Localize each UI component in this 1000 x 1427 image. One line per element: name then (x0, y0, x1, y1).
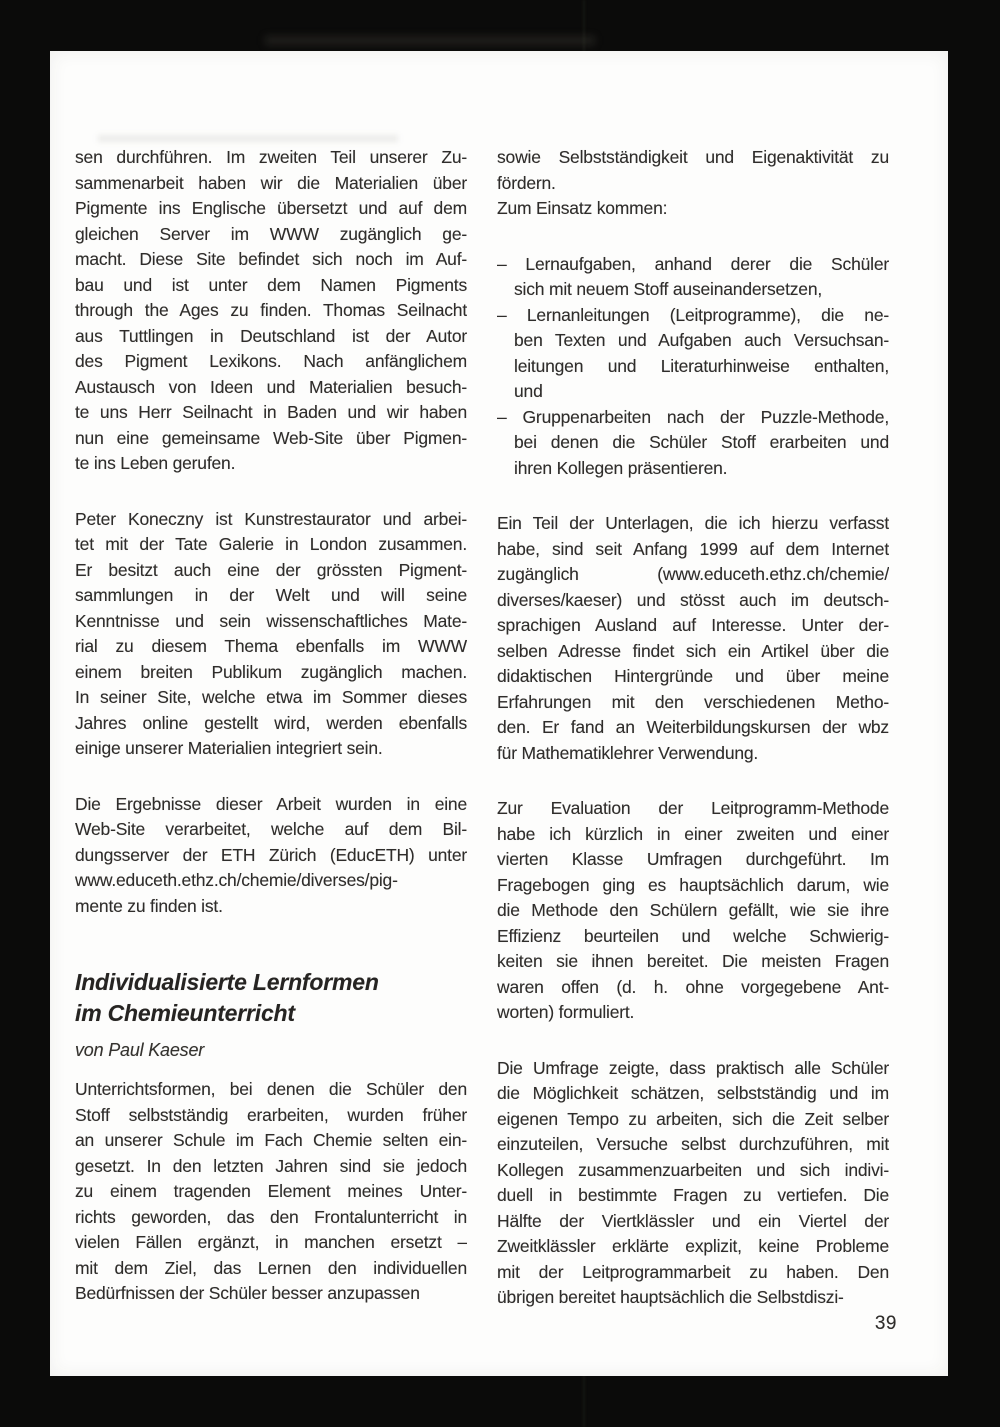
scan-artifact (265, 36, 595, 45)
text-line: des Pigment Lexikons. Nach anfänglichem (75, 351, 467, 371)
document-page (50, 51, 948, 1376)
article-byline (75, 1037, 467, 1063)
text-line: habe, sind seit Anfang 1999 auf dem Internet (497, 538, 889, 559)
text-line: Zur Evaluation der Leitprogramm-Methode (497, 798, 889, 818)
bullet-item (497, 252, 889, 303)
text-line: eigenen Tempo zu arbeiten, sich die Zeit selber (497, 1108, 889, 1129)
text-line: sammlungen in der Welt und will seine (75, 585, 467, 605)
article-heading (75, 967, 467, 1029)
text-line: bau und ist unter dem Namen Pigments (75, 274, 467, 295)
paragraph (75, 145, 467, 477)
text-line: übrigen bereitet hauptsächlich die Selbstdiszi- (497, 1287, 844, 1307)
text-line: fördern. (497, 172, 556, 193)
text-line: ben Texten und Aufgaben auch Versuchsan- (514, 330, 889, 350)
paragraph (75, 1077, 467, 1307)
text-line: worten) formuliert. (497, 1002, 635, 1022)
text-line: through the Ages zu finden. Thomas Seilnacht (75, 300, 467, 320)
text-line: gesetzt. In den letzten Jahren sind sie jedoch (75, 1155, 467, 1176)
text-line: didaktischen Hintergründe und über meine (497, 666, 889, 686)
text-line: In seiner Site, welche etwa im Sommer dieses (75, 687, 467, 707)
text-line: Kollegen zusammenzuarbeiten und sich indivi- (497, 1159, 889, 1180)
text-line: sich mit neuem Stoff auseinandersetzen, (514, 279, 823, 299)
bullet-item (497, 303, 889, 405)
text-line: ihren Kollegen präsentieren. (514, 457, 728, 478)
text-line: – Gruppenarbeiten nach der Puzzle-Methode, (497, 406, 889, 427)
text-line: waren offen (d. h. ohne vorgegebene Ant- (497, 976, 889, 997)
text-line: sen durchführen. Im zweiten Teil unserer Zu- (75, 147, 467, 167)
text-line: Effizienz beurteilen und welche Schwierig- (497, 925, 889, 946)
text-line: Unterrichtsformen, bei denen die Schüler den (75, 1079, 467, 1099)
text-line: keiten sie ihnen bereitet. Die meisten Fragen (497, 951, 889, 971)
text-line: einige unserer Materialien integriert sein. (75, 738, 383, 758)
text-line: www.educeth.ethz.ch/chemie/diverses/pig- (75, 870, 398, 890)
text-line: nun eine gemeinsame Web-Site über Pigmen- (75, 427, 467, 448)
paragraph (497, 1056, 889, 1311)
text-line: – Lernanleitungen (Leitprogramme), die ne- (497, 304, 889, 325)
text-line: te ins Leben gerufen. (75, 453, 236, 473)
text-line: Er besitzt auch eine der grössten Pigment- (75, 559, 467, 580)
text-line: einem breiten Publikum zugänglich machen. (75, 661, 467, 682)
paragraph (75, 792, 467, 920)
text-line: Pigmente ins Englische übersetzt und auf dem (75, 198, 467, 218)
text-line: Fragebogen ging es hauptsächlich darum, wie (497, 874, 889, 895)
paragraph (497, 145, 889, 222)
text-line: vielen Fällen ergänzt, in manchen ersetzt – (75, 1232, 467, 1252)
text-line: Zum Einsatz kommen: (497, 198, 668, 218)
text-line: leitungen und Literaturhinweise enthalten, (514, 355, 889, 376)
text-line: zugänglich (www.educeth.ethz.ch/chemie/ (497, 564, 889, 584)
bullet-item (497, 405, 889, 482)
right-column (497, 145, 889, 1341)
text-line: diverses/kaeser) und stösst auch im deutsch- (497, 589, 889, 610)
text-line: an unserer Schule im Fach Chemie selten ein- (75, 1130, 467, 1150)
text-line: von Paul Kaeser (75, 1040, 205, 1060)
left-column (75, 145, 467, 1341)
text-line: Bedürfnissen der Schüler besser anzupassen (75, 1283, 420, 1303)
text-line: bei denen die Schüler Stoff erarbeiten und (514, 432, 889, 452)
text-line: und (514, 381, 543, 401)
text-line: sprachigen Ausland auf Interesse. Unter der- (497, 615, 889, 635)
text-line: sammenarbeit haben wir die Materialien über (75, 172, 467, 193)
text-line: Austausch von Ideen und Materialien besuch- (75, 376, 467, 397)
paragraph (497, 796, 889, 1026)
text-line: Web-Site verarbeitet, welche auf dem Bil- (75, 819, 467, 839)
text-line: Individualisierte Lernformen (75, 969, 379, 995)
text-line: Die Umfrage zeigte, dass praktisch alle Schüler (497, 1057, 889, 1078)
text-line: macht. Diese Site befindet sich noch im Auf- (75, 249, 467, 269)
text-line: Stoff selbstständig erarbeiten, wurden früher (75, 1104, 467, 1125)
text-line: mit dem Ziel, das Lernen den individuellen (75, 1257, 467, 1278)
paragraph (497, 511, 889, 766)
text-line: tet mit der Tate Galerie in London zusammen. (75, 534, 467, 554)
text-line: Ein Teil der Unterlagen, die ich hierzu verfasst (497, 513, 889, 533)
text-line: die Methode den Schülern gefällt, wie sie ihre (497, 900, 889, 920)
text-line: mit der Leitprogrammarbeit zu haben. Den (497, 1261, 889, 1282)
text-line: habe ich kürzlich in einer zweiten und einer (497, 823, 889, 844)
text-line: sowie Selbstständigkeit und Eigenaktivität zu (497, 147, 889, 167)
text-line: zu einem tragenden Element meines Unter- (75, 1181, 467, 1201)
text-line: Jahres online gestellt wird, werden ebenfalls (75, 712, 467, 733)
text-line: Hälfte der Viertklässler und ein Viertel der (497, 1210, 889, 1231)
text-line: – Lernaufgaben, anhand derer die Schüler (497, 253, 889, 274)
text-line: selben Adresse findet sich ein Artikel über die (497, 640, 889, 661)
text-line: für Mathematiklehrer Verwendung. (497, 742, 759, 763)
text-line: Peter Koneczny ist Kunstrestaurator und arbei- (75, 508, 467, 529)
text-line: rial zu diesem Thema ebenfalls im WWW (75, 636, 467, 656)
text-line: den. Er fand an Weiterbildungskursen der wbz (497, 717, 889, 737)
text-line: richts geworden, das den Frontalunterricht in (75, 1206, 467, 1227)
text-line: Zweitklässler erklärte explizit, keine Probleme (497, 1236, 889, 1256)
text-line: Die Ergebnisse dieser Arbeit wurden in eine (75, 793, 467, 814)
text-line: duell in bestimmte Fragen zu vertiefen. Die (497, 1185, 889, 1205)
text-line: te uns Herr Seilnacht in Baden und wir haben (75, 402, 467, 422)
text-line: dungsserver der ETH Zürich (EducETH) unter (75, 844, 467, 865)
text-line: einzuteilen, Versuche selbst durchzuführen, mit (497, 1134, 889, 1154)
text-line: gleichen Server im WWW zugänglich ge- (75, 223, 467, 244)
text-line: vierten Klasse Umfragen durchgeführt. Im (497, 849, 889, 869)
text-line: im Chemieunterricht (75, 1000, 295, 1026)
page-number: 39 (874, 1313, 897, 1334)
page-content (50, 51, 948, 1341)
text-line: aus Tuttlingen in Deutschland ist der Autor (75, 325, 467, 346)
paragraph (75, 507, 467, 762)
text-line: mente zu finden ist. (75, 895, 223, 916)
text-line: Kenntnisse und sein wissenschaftliches Mate- (75, 610, 467, 631)
text-line: Erfahrungen mit den verschiedenen Metho- (497, 691, 889, 712)
text-line: die Möglichkeit schätzen, selbstständig und im (497, 1083, 889, 1103)
